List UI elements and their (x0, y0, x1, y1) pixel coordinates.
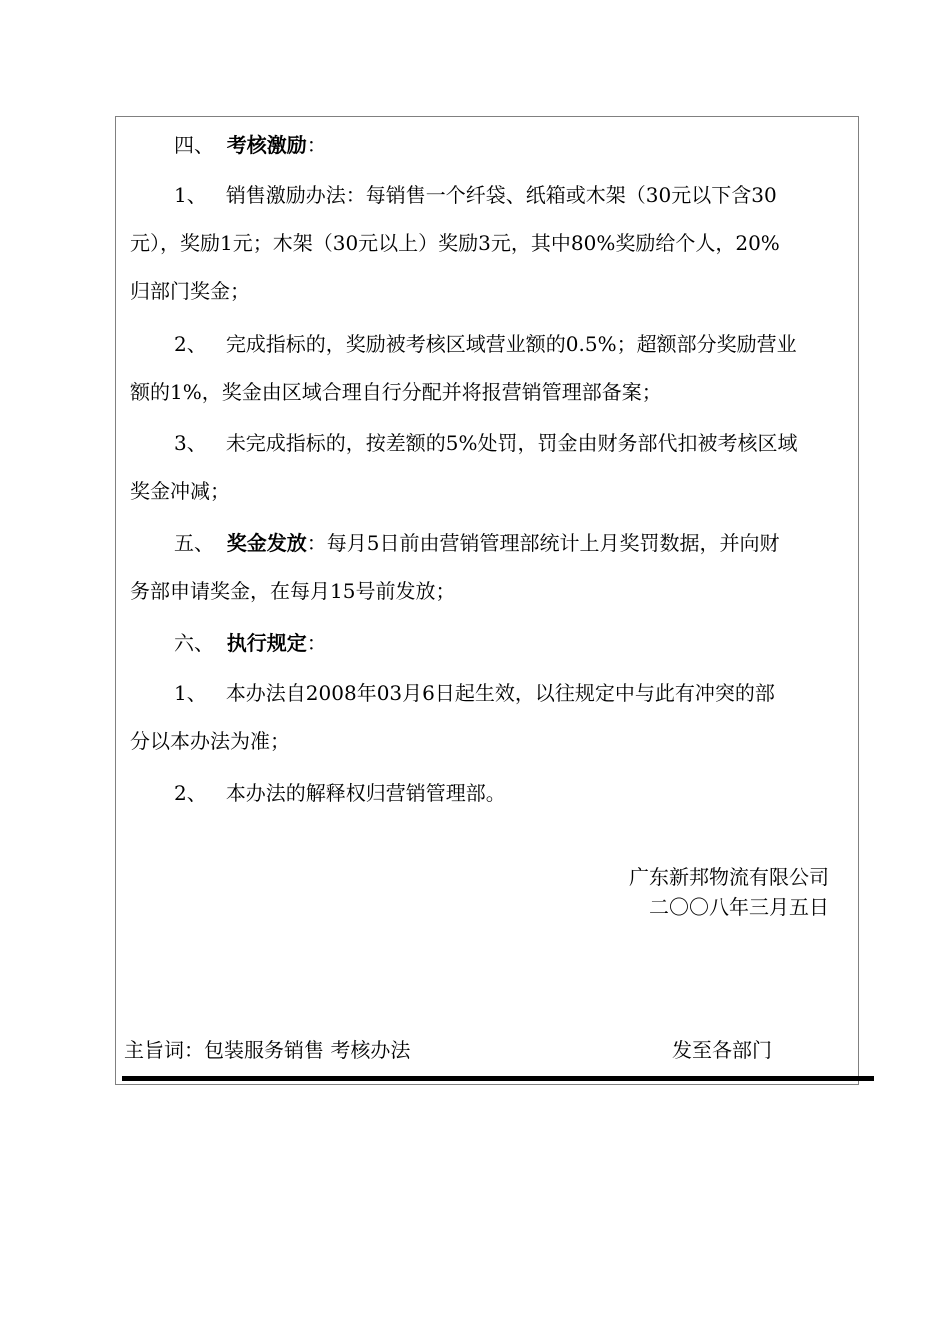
item-number: 3、 (174, 431, 207, 455)
issue-date: 二〇〇八年三月五日 (649, 895, 829, 919)
section-4-colon: ： (306, 133, 327, 157)
item-line (130, 669, 838, 717)
signature-block (629, 862, 829, 922)
item-text: 本办法的解释权归营销管理部。 (225, 781, 506, 805)
section-6-colon: ： (306, 631, 327, 655)
section-5-text: ：每月5日前由营销管理部统计上月奖罚数据，并向财 (306, 531, 780, 555)
section-6-number: 六、 (174, 631, 214, 655)
section-5 (130, 519, 838, 615)
section-4-number: 四、 (174, 133, 214, 157)
item-text: 未完成指标的，按差额的5%处罚，罚金由财务部代扣被考核区域 (225, 431, 798, 455)
item-number: 1、 (174, 681, 207, 705)
item-line (130, 419, 838, 467)
item-text: 奖金冲减； (130, 479, 230, 503)
item-text: 归部门奖金； (130, 279, 250, 303)
item-text: 额的1%，奖金由区域合理自行分配并将报营销管理部备案； (130, 380, 662, 404)
item-text: 分以本办法为准； (130, 729, 290, 753)
bottom-rule (122, 1076, 874, 1081)
section-6-item-1 (130, 669, 838, 765)
section-4-item-3 (130, 419, 838, 515)
section-5-number: 五、 (174, 531, 214, 555)
item-text: 本办法自2008年03月6日起生效，以往规定中与此有冲突的部 (225, 681, 775, 705)
section-4-title: 考核激励 (226, 133, 307, 157)
section-6-title: 执行规定 (226, 631, 307, 655)
company-name: 广东新邦物流有限公司 (629, 865, 829, 889)
item-text: 销售激励办法：每销售一个纤袋、纸箱或木架（30元以下含30 (225, 183, 777, 207)
item-number: 2、 (174, 781, 207, 805)
section-6-heading (130, 619, 838, 667)
item-line (130, 171, 838, 219)
item-number: 2、 (174, 332, 207, 356)
section-4-item-1 (130, 171, 838, 315)
item-number: 1、 (174, 183, 207, 207)
section-6-item-2 (130, 769, 838, 817)
item-line (130, 320, 838, 368)
section-4-item-2 (130, 320, 838, 416)
subject-keywords: 主旨词：包装服务销售 考核办法 (124, 1038, 411, 1062)
section-5-line (130, 519, 838, 567)
distribution-note: 发至各部门 (672, 1038, 772, 1062)
item-text: 元），奖励1元；木架（30元以上）奖励3元，其中80%奖励给个人，20% (130, 231, 780, 255)
document-frame (115, 116, 859, 1085)
section-5-title: 奖金发放 (226, 531, 307, 555)
item-text: 完成指标的，奖励被考核区域营业额的0.5%；超额部分奖励营业 (225, 332, 797, 356)
section-4-heading (130, 121, 838, 169)
item-line (130, 769, 838, 817)
section-5-text: 务部申请奖金，在每月15号前发放； (130, 579, 456, 603)
